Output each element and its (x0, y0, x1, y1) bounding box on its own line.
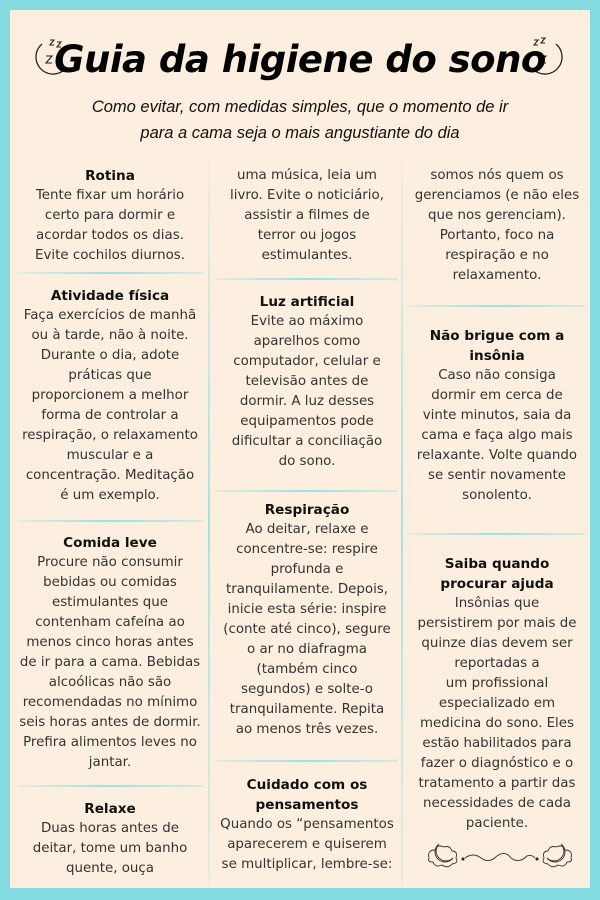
text-line: tratamento a partir das (418, 776, 576, 791)
section-rotina (14, 166, 206, 266)
text-line: estimulantes que (51, 595, 169, 610)
section-divider (18, 272, 203, 274)
text-line: dificultar a conciliação (231, 434, 383, 449)
text-line: jantar. (88, 755, 132, 770)
text-line: (conte até cinco), segure (223, 622, 391, 637)
section-heading: Relaxe (84, 801, 136, 817)
text-line: Caso não consiga (438, 368, 556, 383)
section-heading: Atividade física (50, 288, 170, 304)
text-line: cama e faça algo mais (421, 428, 573, 443)
section-divider (215, 278, 398, 280)
text-line: que nos gerenciam). (428, 208, 566, 223)
text-line: relaxamento. (452, 268, 542, 283)
text-line: ou à tarde, não à noite. (31, 328, 189, 343)
section-heading: Saiba quando (444, 556, 550, 572)
text-line: é um exemplo. (60, 488, 160, 503)
text-line: respiração, o relaxamento (22, 428, 198, 443)
text-line: Quando os “pensamentos (220, 817, 394, 832)
text-line: concentre-se: respire (236, 542, 378, 557)
text-line: Duas horas antes de (40, 821, 179, 836)
section-heading: Luz artificial (259, 294, 355, 310)
text-line: se sentir novamente (428, 468, 566, 483)
text-line: o ar no diafragma (247, 642, 367, 657)
text-line: um profissional (445, 676, 549, 691)
text-line: aparecerem e quiserem (227, 837, 387, 852)
section-heading: Comida leve (63, 535, 157, 551)
text-line: fazer o diagnóstico e o (420, 756, 574, 771)
text-line: vinte minutos, saia da (422, 408, 572, 423)
section-atividade-fisica (14, 286, 206, 506)
column-divider (208, 160, 210, 885)
text-line: reportadas a (454, 656, 540, 671)
section-divider (18, 785, 203, 787)
text-line: aparelhos como (253, 334, 361, 349)
text-line: proporcionem a melhor (31, 388, 189, 403)
section-heading: Cuidado com os (246, 777, 368, 793)
text-line: certo para dormir e (44, 208, 176, 223)
text-line: Tente fixar um horário (35, 188, 185, 203)
text-line: terror ou jogos (257, 228, 357, 243)
section-heading: pensamentos (255, 797, 359, 813)
section-comida-leve (14, 533, 206, 773)
text-line: práticas que (68, 368, 152, 383)
text-line: quinze dias devem ser (421, 636, 573, 651)
section-divider (215, 490, 398, 492)
section-divider (406, 533, 586, 535)
text-line: somos nós quem os (430, 168, 564, 183)
section-relaxe (14, 799, 206, 879)
page-title: Guia da higiene do sono (54, 38, 546, 81)
text-line: segundos) e solte-o (241, 682, 373, 697)
text-line: do sono. (278, 454, 336, 469)
section-heading: Respiração (264, 502, 350, 518)
text-line: deitar, tome um banho (32, 841, 188, 856)
section-procurar-ajuda (404, 554, 590, 834)
section-heading: Rotina (85, 168, 135, 184)
text-line: estão habilitados para (422, 736, 572, 751)
text-line: (também cinco (256, 662, 358, 677)
text-line: estimulantes. (261, 248, 353, 263)
text-line: bebidas ou comidas (43, 575, 177, 590)
text-line: computador, celular e (233, 354, 381, 369)
subtitle-line: para a cama seja o mais angustiante do dia (140, 124, 460, 142)
text-line: dormir em cerca de (431, 388, 563, 403)
text-line: ao menos três vezes. (235, 722, 379, 737)
text-line: Evite cochilos diurnos. (34, 248, 185, 263)
section-respiracao (212, 500, 402, 740)
text-line: alcoólicas não são (48, 675, 172, 690)
text-line: seis horas antes de dormir. (19, 715, 201, 730)
section-luz-artificial (212, 292, 402, 472)
section-divider (18, 520, 203, 522)
text-line: Evite ao máximo (250, 314, 364, 329)
text-line: se multiplicar, lembre-se: (221, 857, 393, 872)
text-line: Procure não consumir (37, 555, 183, 570)
text-line: Insônias que (454, 596, 540, 611)
section-heading: Não brigue com a (429, 328, 565, 344)
text-line: contenham cafeína ao (35, 615, 185, 630)
text-line: Portanto, foco na (439, 228, 555, 243)
text-line: concentração. Meditação (25, 468, 195, 483)
text-line: forma de controlar a (41, 408, 179, 423)
text-line: relaxante. Volte quando (416, 448, 578, 463)
text-line: persistirem por mais de (417, 616, 577, 631)
section-cuidado-pensamentos (212, 775, 402, 875)
section-heading: procurar ajuda (440, 576, 554, 592)
text-line: Ao deitar, relaxe e (245, 522, 369, 537)
text-line: necessidades de cada (423, 796, 571, 811)
text-line: medicina do sono. Eles (419, 716, 574, 731)
page-subtitle (0, 94, 600, 146)
text-line: dormir. A luz desses (239, 394, 375, 409)
text-line: livro. Evite o noticiário, (230, 188, 384, 203)
text-line: menos cinco horas antes (26, 635, 194, 650)
text-line: de ir para a cama. Bebidas (19, 655, 201, 670)
text-line: acordar todos os dias. (36, 228, 184, 243)
text-line: Durante o dia, adote (40, 348, 180, 363)
text-line: muscular e a (66, 448, 154, 463)
text-line: Prefira alimentos leves no (23, 735, 197, 750)
section-heading: insônia (469, 348, 525, 364)
section-divider (215, 760, 398, 762)
section-divider (406, 305, 586, 307)
text-line: recomendadas no mínimo (22, 695, 198, 710)
subtitle-line: Como evitar, com medidas simples, que o momento de ir (91, 98, 509, 116)
text-line: televisão antes de (245, 374, 369, 389)
text-line: respiração e no (445, 248, 549, 263)
text-line: Faça exercícios de manhã (23, 308, 197, 323)
text-line: especializado em (438, 696, 556, 711)
text-line: paciente. (465, 816, 529, 831)
text-line: tranquilamente. Depois, (225, 582, 389, 597)
text-line: inicie esta série: inspire (227, 602, 387, 617)
section-relaxe-continued (212, 166, 402, 266)
cloud-moon-ornament-icon (425, 838, 575, 874)
text-line: profunda e (270, 562, 344, 577)
text-line: assistir a filmes de (244, 208, 370, 223)
text-line: quente, ouça (66, 861, 154, 876)
text-line: equipamentos pode (240, 414, 374, 429)
text-line: gerenciamos (e não eles (414, 188, 580, 203)
section-insonia (404, 326, 590, 506)
text-line: tranquilamente. Repita (229, 702, 385, 717)
section-pensamentos-continued (404, 166, 590, 286)
text-line: sonolento. (462, 488, 532, 503)
text-line: uma música, leia um (237, 168, 377, 183)
